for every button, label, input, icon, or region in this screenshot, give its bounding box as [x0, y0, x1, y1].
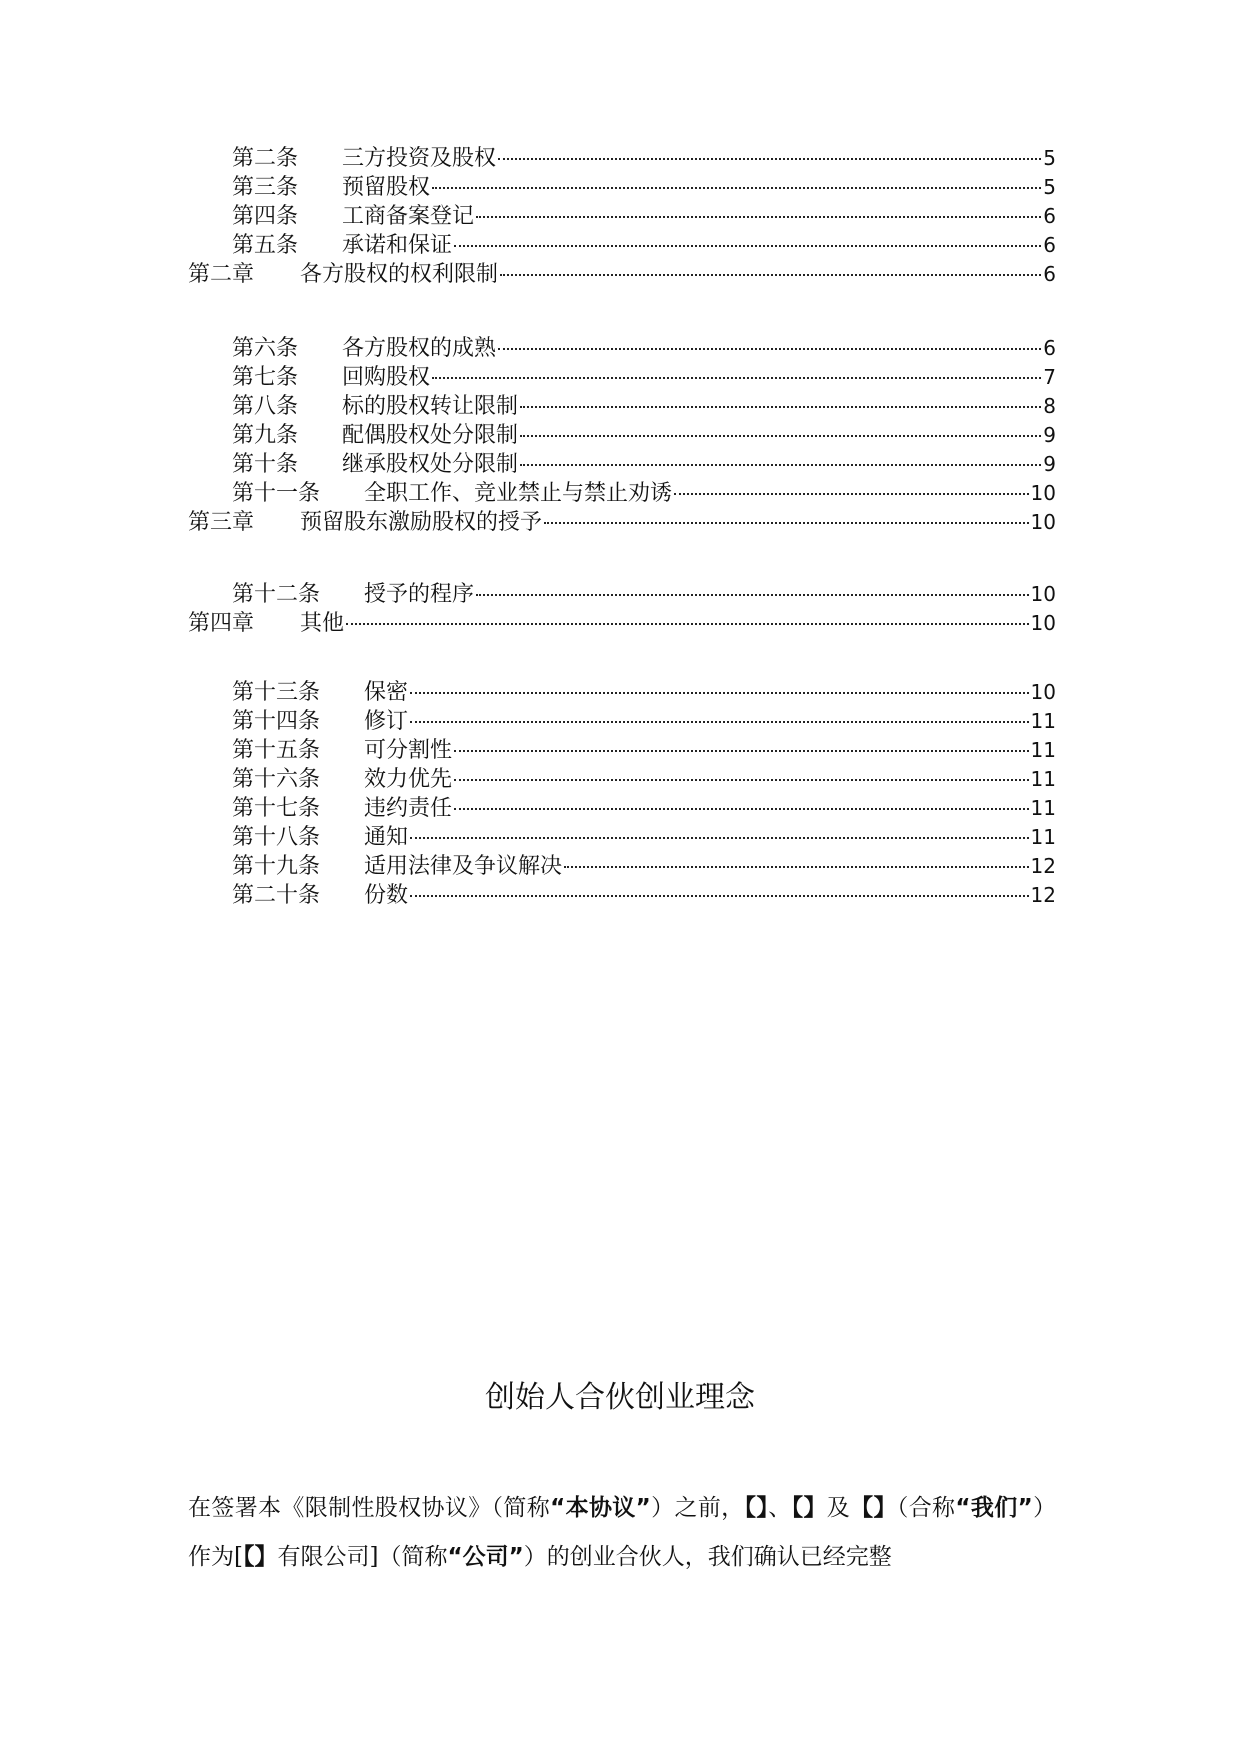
toc-page: 9: [1043, 423, 1056, 447]
toc-page: 5: [1043, 146, 1056, 170]
intro-text: 、: [768, 1495, 792, 1521]
toc-title: 回购股权: [342, 365, 431, 390]
intro-bold-term: “公司”: [447, 1544, 524, 1570]
toc-number: 第七条: [232, 365, 299, 390]
toc-page: 7: [1043, 365, 1056, 389]
toc-number: 第九条: [232, 423, 299, 448]
toc-title: 预留股东激励股权的授予: [300, 510, 543, 535]
toc-page: 11: [1030, 709, 1056, 733]
toc-page: 12: [1030, 883, 1056, 907]
toc-title: 其他: [300, 611, 345, 636]
toc-page: 11: [1030, 796, 1056, 820]
toc-leader: [454, 749, 1029, 752]
toc-title: 继承股权处分限制: [342, 452, 519, 477]
toc-number: 第二十条: [232, 883, 321, 908]
toc-leader: [346, 622, 1029, 625]
toc-leader: [498, 347, 1041, 350]
toc-leader: [410, 894, 1029, 897]
toc-number: 第十四条: [232, 709, 321, 734]
toc-leader: [520, 405, 1041, 408]
toc-page: 5: [1043, 175, 1056, 199]
intro-bold-term: “我们”: [955, 1495, 1033, 1521]
toc-number: 第十二条: [232, 582, 321, 607]
toc-page: 10: [1030, 582, 1056, 606]
intro-text: ）之前，: [650, 1495, 745, 1521]
toc-chapter-entry[interactable]: [188, 258, 1056, 291]
toc-page: 10: [1030, 680, 1056, 704]
toc-page: 10: [1030, 510, 1056, 534]
intro-bold-term: 【】: [242, 1544, 278, 1570]
toc-chapter-entry[interactable]: [188, 607, 1056, 640]
toc-number: 第八条: [232, 394, 299, 419]
toc-leader: [674, 492, 1029, 495]
toc-page: 10: [1030, 611, 1056, 635]
intro-text: 及: [826, 1495, 851, 1521]
toc-title: 各方股权的权利限制: [300, 262, 499, 287]
toc-number: 第十三条: [232, 680, 321, 705]
toc-leader: [476, 593, 1029, 596]
toc-number: 第六条: [232, 336, 299, 361]
toc-title: 标的股权转让限制: [342, 394, 519, 419]
toc-title: 通知: [364, 825, 409, 850]
toc-title: 三方投资及股权: [342, 146, 497, 171]
toc-leader: [500, 273, 1041, 276]
toc-number: 第十一条: [232, 481, 321, 506]
intro-paragraph: [188, 1484, 1056, 1582]
toc-title: 承诺和保证: [342, 233, 453, 258]
toc-leader: [520, 434, 1041, 437]
toc-page: 11: [1030, 738, 1056, 762]
toc-page: 9: [1043, 452, 1056, 476]
intro-bold-term: “本协议”: [550, 1495, 651, 1521]
toc-title: 可分割性: [364, 738, 453, 763]
toc-number: 第十六条: [232, 767, 321, 792]
toc-leader: [454, 778, 1029, 781]
toc-page: 11: [1030, 825, 1056, 849]
intro-bold-term: 【】: [744, 1495, 769, 1521]
toc-leader: [432, 376, 1041, 379]
toc-number: 第十八条: [232, 825, 321, 850]
toc-number: 第三章: [188, 510, 255, 535]
toc-page: 6: [1043, 233, 1056, 257]
toc-page: 6: [1043, 336, 1056, 360]
toc-title: 配偶股权处分限制: [342, 423, 519, 448]
toc-page: 6: [1043, 204, 1056, 228]
toc-title: 份数: [364, 883, 409, 908]
toc-title: 效力优先: [364, 767, 453, 792]
toc-page: 10: [1030, 481, 1056, 505]
intro-text: ）的创业合伙人，我们确认已经完整: [523, 1544, 892, 1570]
toc-title: 全职工作、竞业禁止与禁止劝诱: [364, 481, 673, 506]
toc-number: 第二条: [232, 146, 299, 171]
toc-title: 工商备案登记: [342, 204, 475, 229]
intro-bold-term: 【】: [791, 1495, 827, 1521]
toc-number: 第十七条: [232, 796, 321, 821]
toc-number: 第十九条: [232, 854, 321, 879]
toc-entry[interactable]: [232, 879, 1056, 912]
toc-number: 第四条: [232, 204, 299, 229]
toc-number: 第十五条: [232, 738, 321, 763]
toc-chapter-entry[interactable]: [188, 506, 1056, 539]
toc-page: 12: [1030, 854, 1056, 878]
intro-text: 有限公司]（简称: [277, 1544, 448, 1570]
toc-leader: [410, 720, 1029, 723]
toc-page: 6: [1043, 262, 1056, 286]
toc-number: 第四章: [188, 611, 255, 636]
toc-title: 保密: [364, 680, 409, 705]
toc-leader: [410, 691, 1029, 694]
toc-leader: [564, 865, 1029, 868]
toc-leader: [476, 215, 1041, 218]
toc-title: 适用法律及争议解决: [364, 854, 563, 879]
toc-title: 各方股权的成熟: [342, 336, 497, 361]
toc-leader: [432, 186, 1041, 189]
section-heading: 创始人合伙创业理念: [485, 1380, 755, 1415]
toc-leader: [544, 521, 1029, 524]
toc-title: 违约责任: [364, 796, 453, 821]
intro-text: （合称: [896, 1495, 956, 1521]
intro-bold-term: 【】: [850, 1495, 897, 1521]
toc-leader: [498, 157, 1041, 160]
toc-number: 第十条: [232, 452, 299, 477]
toc-page: 11: [1030, 767, 1056, 791]
intro-text: 在签署本《限制性股权协议》（简称: [188, 1495, 551, 1521]
intro-text: ）作为[: [188, 1495, 1057, 1570]
toc-leader: [454, 807, 1029, 810]
toc-number: 第二章: [188, 262, 255, 287]
toc-number: 第三条: [232, 175, 299, 200]
toc-title: 修订: [364, 709, 409, 734]
toc-leader: [410, 836, 1029, 839]
toc-page: 8: [1043, 394, 1056, 418]
toc-leader: [520, 463, 1041, 466]
toc-title: 授予的程序: [364, 582, 475, 607]
toc-number: 第五条: [232, 233, 299, 258]
toc-leader: [454, 244, 1041, 247]
toc-title: 预留股权: [342, 175, 431, 200]
